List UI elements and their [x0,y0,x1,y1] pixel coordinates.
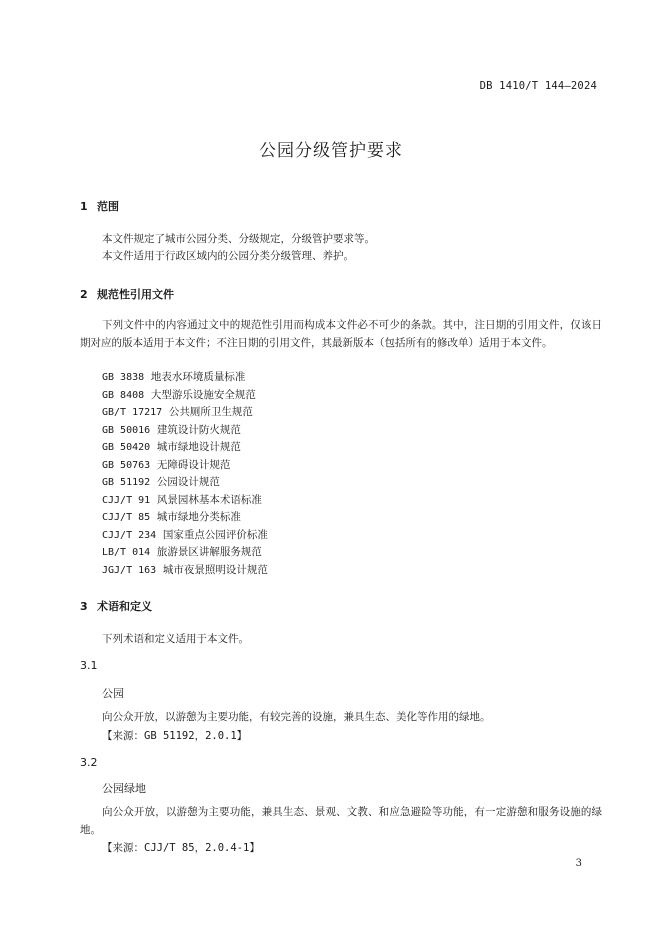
section-number: 1 [80,200,88,213]
reference-item [102,404,268,422]
reference-name: 城市绿地设计规范 [156,441,241,453]
reference-item [102,387,268,405]
reference-code: GB 3838 [102,372,145,383]
reference-name: 风景园林基本术语标准 [156,493,262,506]
scope-paragraph: 本文件规定了城市公园分类、分级规定，分级管护要求等。 [102,233,375,245]
term-source: 【来源：GB 51192，2.0.1】 [102,730,248,742]
term-source: 【来源：CJJ/T 85，2.0.4-1】 [102,842,260,854]
reference-name: 地表水环境质量标准 [150,371,246,383]
reference-code: GB 50016 [102,424,151,436]
document-title: 公园分级管护要求 [259,141,403,161]
reference-item [102,562,268,580]
section-title: 规范性引用文件 [97,288,174,301]
normative-references-intro: 下列文件中的内容通过文中的规范性引用而构成本文件必不可少的条款。其中，注日期的引用文件，仅该日期对应的版本适用于本文件；不注日期的引用文件，其最新版本（包括所有的修改单）适用于本文件。 [80,319,602,349]
reference-item [102,509,268,527]
reference-code: LB/T 014 [102,547,151,558]
term-number: 3.2 [80,756,98,769]
term-number: 3.1 [80,659,98,672]
section-title: 术语和定义 [97,600,152,613]
reference-item [102,457,268,475]
term-definition: 向公众开放，以游憩为主要功能，有较完善的设施，兼具生态、美化等作用的绿地。 [102,711,491,723]
reference-name: 旅游景区讲解服务规范 [156,546,262,558]
reference-name: 无障碍设计规范 [156,458,231,471]
document-code: DB 1410/T 144—2024 [479,80,597,92]
term-definition: 向公众开放，以游憩为主要功能，兼具生态、景观、文教、和应急避险等功能，有一定游憩和服务设施的绿地。 [80,806,602,836]
section-heading-scope [80,198,119,214]
reference-code: GB/T 17217 [102,407,163,418]
section-title: 范围 [97,200,119,213]
reference-code: JGJ/T 163 [102,564,157,576]
reference-code: CJJ/T 234 [102,529,157,541]
reference-code: GB 51192 [102,477,151,488]
reference-item [102,492,268,510]
reference-code: GB 8408 [102,389,145,401]
reference-name: 公共厕所卫生规范 [168,406,253,418]
reference-item [102,439,268,457]
page-number: 3 [575,858,582,869]
reference-code: CJJ/T 85 [102,512,151,523]
reference-name: 建筑设计防火规范 [156,423,241,436]
reference-list [102,369,268,579]
section-number: 3 [80,600,88,613]
reference-item [102,369,268,387]
reference-item [102,474,268,492]
scope-paragraph: 本文件适用于行政区域内的公园分类分级管理、养护。 [102,250,354,262]
reference-name: 大型游乐设施安全规范 [150,388,256,401]
terms-intro: 下列术语和定义适用于本文件。 [102,633,249,645]
reference-name: 公园设计规范 [156,476,220,488]
reference-name: 城市绿地分类标准 [156,511,241,523]
reference-code: CJJ/T 91 [102,494,151,506]
reference-name: 国家重点公园评价标准 [162,528,268,541]
reference-item [102,527,268,545]
reference-item [102,544,268,562]
reference-code: GB 50763 [102,459,151,471]
reference-name: 城市夜景照明设计规范 [162,563,268,576]
reference-code: GB 50420 [102,442,151,453]
reference-item [102,422,268,440]
term-name: 公园 [102,687,124,700]
section-heading-normative-references [80,286,174,302]
term-name: 公园绿地 [102,782,146,795]
section-number: 2 [80,288,88,301]
section-heading-terms [80,598,152,614]
